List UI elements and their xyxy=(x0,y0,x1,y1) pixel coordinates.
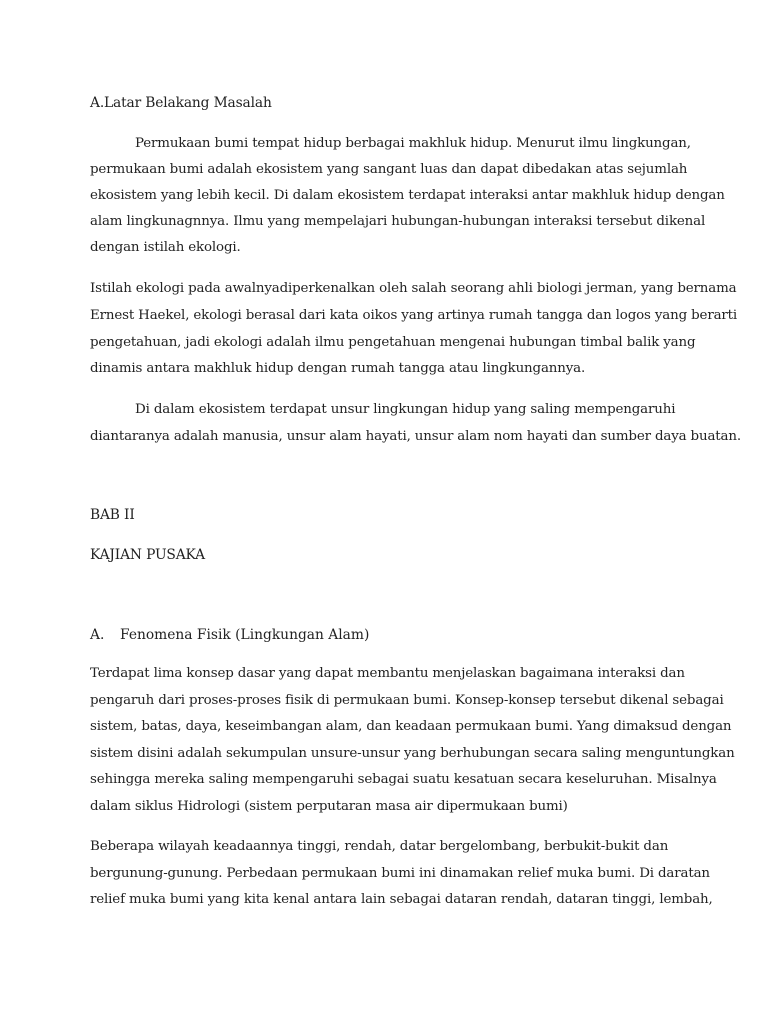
paragraph-line: sehingga mereka saling mempengaruhi sebagai suatu kesatuan secara keseluruhan. Misalnya xyxy=(90,772,717,787)
paragraph-line: pengaruh dari proses-proses fisik di permukaan bumi. Konsep-konsep tersebut dikenal sebagai xyxy=(90,693,724,708)
paragraph-line: dinamis antara makhluk hidup dengan rumah tangga atau lingkungannya. xyxy=(90,361,586,376)
paragraph-line: Terdapat lima konsep dasar yang dapat membantu menjelaskan bagaimana interaksi dan xyxy=(90,666,685,681)
paragraph-line: sistem, batas, daya, keseimbangan alam, dan keadaan permukaan bumi. Yang dimaksud dengan xyxy=(90,719,732,734)
chapter-title: KAJIAN PUSAKA xyxy=(90,547,205,563)
paragraph-line: Permukaan bumi tempat hidup berbagai makhluk hidup. Menurut ilmu lingkungan, xyxy=(135,136,691,151)
paragraph-line: Ernest Haekel, ekologi berasal dari kata oikos yang artinya rumah tangga dan logos yang berarti xyxy=(90,308,738,323)
paragraph-line: dalam siklus Hidrologi (sistem perputaran masa air dipermukaan bumi) xyxy=(90,799,568,814)
paragraph-line: Istilah ekologi pada awalnyadiperkenalkan oleh salah seorang ahli biologi jerman, yang bernama xyxy=(90,281,737,296)
paragraph-line: Di dalam ekosistem terdapat unsur lingkungan hidup yang saling mempengaruhi xyxy=(135,402,676,417)
section-title: A.Latar Belakang Masalah xyxy=(90,95,272,111)
paragraph-line: permukaan bumi adalah ekosistem yang sangant luas dan dapat dibedakan atas sejumlah xyxy=(90,162,688,177)
paragraph-line: pengetahuan, jadi ekologi adalah ilmu pengetahuan mengenai hubungan timbal balik yang xyxy=(90,335,696,350)
paragraph-line: diantaranya adalah manusia, unsur alam hayati, unsur alam nom hayati dan sumber daya buatan. xyxy=(90,429,741,444)
paragraph-line: bergunung-gunung. Perbedaan permukaan bumi ini dinamakan relief muka bumi. Di daratan xyxy=(90,866,710,881)
chapter-label: BAB II xyxy=(90,507,135,523)
subsection-title: Fenomena Fisik (Lingkungan Alam) xyxy=(120,627,370,643)
paragraph-line: ekosistem yang lebih kecil. Di dalam ekosistem terdapat interaksi antar makhluk hidup dengan xyxy=(90,188,725,203)
paragraph-line: alam lingkunagnnya. Ilmu yang mempelajari hubungan-hubungan interaksi tersebut dikenal xyxy=(90,214,706,229)
paragraph-line: Beberapa wilayah keadaannya tinggi, rendah, datar bergelombang, berbukit-bukit dan xyxy=(90,839,669,854)
paragraph-line: sistem disini adalah sekumpulan unsure-unsur yang berhubungan secara saling menguntungkan xyxy=(90,746,735,761)
subsection-number: A. xyxy=(90,627,105,643)
paragraph-line: relief muka bumi yang kita kenal antara lain sebagai dataran rendah, dataran tinggi, lembah, xyxy=(90,892,713,907)
paragraph-line: dengan istilah ekologi. xyxy=(90,240,241,255)
